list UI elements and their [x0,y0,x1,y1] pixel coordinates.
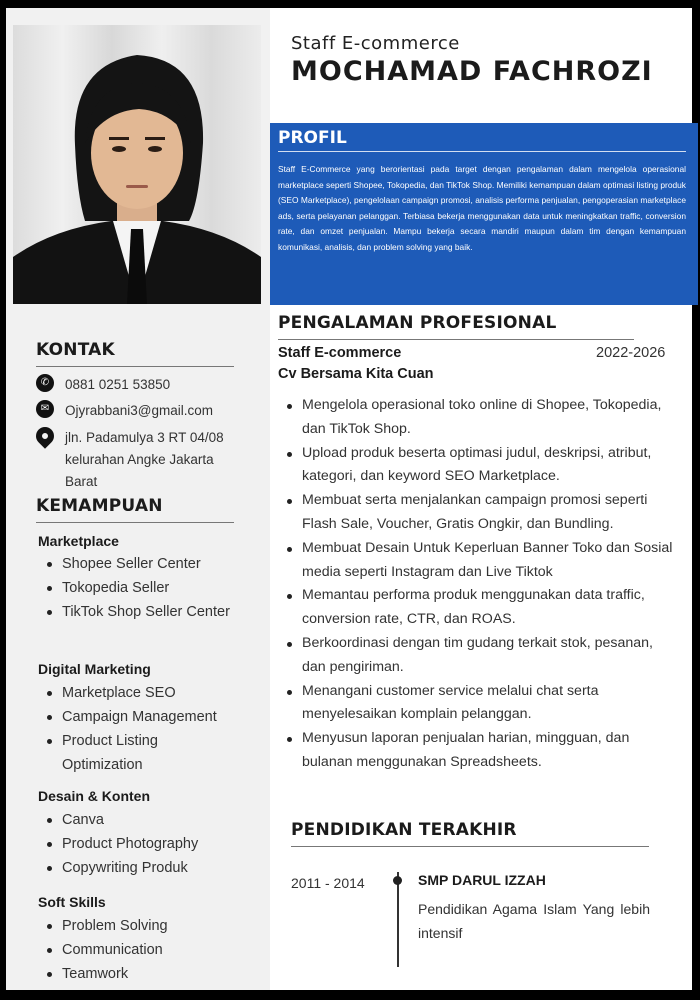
kemampuan-divider [36,522,234,523]
pendidikan-heading: PENDIDIKAN TERAKHIR [291,820,517,840]
experience-item: Berkoordinasi dengan tim gudang terkait stok, pesanan, dan pengiriman. [284,632,680,680]
timeline-dot [393,876,402,885]
skill-item: Product Listing Optimization [44,729,204,777]
skill-item: Shopee Seller Center [44,552,244,576]
skill-item: Communication [44,938,244,962]
skill-list [44,808,244,880]
skill-item: Teamwork [44,962,244,986]
skill-item: Problem Solving [44,914,244,938]
skill-list [44,914,244,986]
skill-category: Marketplace [38,533,119,549]
experience-item: Menyusun laporan penjualan harian, mingguan, dan bulanan menggunakan Spreadsheets. [284,727,680,775]
experience-company: Cv Bersama Kita Cuan [278,366,434,382]
education-years: 2011 - 2014 [291,875,365,891]
skill-item: Copywriting Produk [44,856,244,880]
pengalaman-heading: PENGALAMAN PROFESIONAL [278,313,557,333]
full-name: MOCHAMAD FACHROZI [291,56,653,87]
timeline-line [397,872,399,967]
phone-icon: ✆ [36,374,54,392]
top-frame-bar [0,0,700,8]
profil-heading: PROFIL [278,128,347,148]
location-pin-icon [32,423,57,448]
kemampuan-heading: KEMAMPUAN [36,496,163,516]
experience-item: Upload produk beserta optimasi judul, deskripsi, atribut, kategori, dan keyword SEO Marketplace. [284,442,680,490]
experience-item: Memantau performa produk menggunakan data traffic, conversion rate, CTR, dan ROAS. [284,584,680,632]
skill-category: Desain & Konten [38,788,151,804]
contact-phone [36,374,170,396]
skill-list [44,552,244,624]
profil-divider [278,151,686,152]
education-description: Pendidikan Agama Islam Yang lebih intensif [418,901,650,941]
phone-text: 0881 0251 53850 [65,377,171,392]
skill-category: Soft Skills [38,894,106,910]
kontak-heading: KONTAK [36,340,115,360]
experience-years: 2022-2026 [596,345,666,361]
skill-item: Campaign Management [44,705,244,729]
experience-list [284,394,680,775]
bottom-frame-bar [0,990,700,1000]
skill-item: Marketplace SEO [44,681,244,705]
pengalaman-divider [278,339,634,340]
experience-item: Menangani customer service melalui chat serta menyelesaikan komplain pelanggan. [284,680,680,728]
experience-item: Membuat serta menjalankan campaign promosi seperti Flash Sale, Voucher, Gratis Ongkir, dan Bundling. [284,489,680,537]
mail-icon: ✉ [36,400,54,418]
profile-photo [13,25,261,304]
skill-list [44,681,244,777]
skill-item: Product Photography [44,832,244,856]
job-title: Staff E-commerce [291,33,460,54]
experience-item: Membuat Desain Untuk Keperluan Banner Toko dan Sosial media seperti Instagram dan Live Tiktok [284,537,680,585]
skill-item: TikTok Shop Seller Center [44,600,234,624]
experience-role: Staff E-commerce [278,345,402,361]
profil-text: Staff E-Commerce yang berorientasi pada target dengan pengalaman dalam mengelola operasional marketplace seperti Shopee, Tokopedia, dan TikTok Shop. Memiliki kemampuan dalam optimasi listing produk (SEO Marketplace), pengelolaan campaign promosi, analisis performa penjualan, pengoperasian marketplace ads, serta pelayanan pelanggan. Terbiasa bekerja menggunakan data untuk meningkatkan traffic, conversion rate, dan omzet penjualan. Mampu bekerja secara mandiri maupun dalam tim dengan kemampuan komunikasi, analisis, dan problem solving yang baik. [278,164,686,252]
address-text: jln. Padamulya 3 RT 04/08 kelurahan Angke Jakarta Barat [65,430,224,489]
skill-category: Digital Marketing [38,661,151,677]
education-school: SMP DARUL IZZAH [418,872,546,888]
contact-email [36,400,213,422]
kontak-divider [36,366,234,367]
email-text: Ojyrabbani3@gmail.com [65,403,214,418]
skill-item: Tokopedia Seller [44,576,244,600]
experience-item: Mengelola operasional toko online di Shopee, Tokopedia, dan TikTok Shop. [284,394,680,442]
skill-item: Canva [44,808,244,832]
pendidikan-divider [291,846,649,847]
contact-address [36,427,246,493]
